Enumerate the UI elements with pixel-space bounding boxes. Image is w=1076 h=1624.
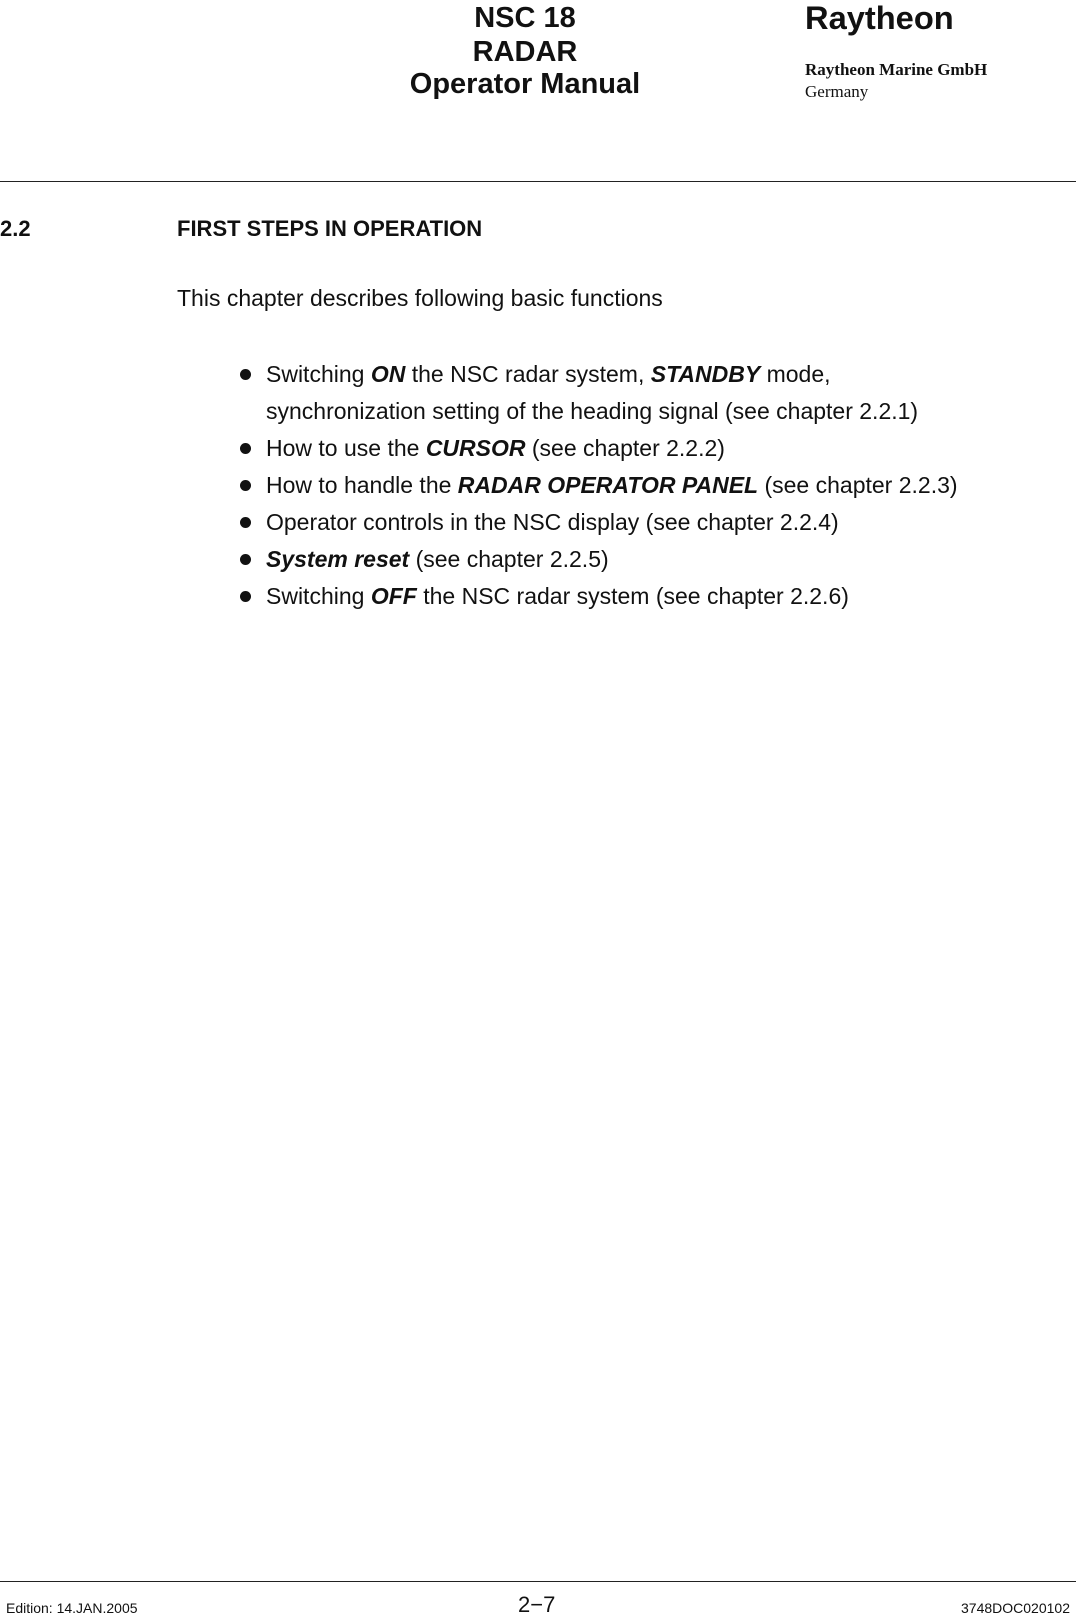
- list-item: [240, 541, 1060, 578]
- keyword-system-reset: System reset: [266, 546, 410, 572]
- manual-title: Operator Manual: [409, 68, 641, 100]
- keyword-cursor: CURSOR: [425, 435, 526, 461]
- bullet-icon: [240, 591, 251, 602]
- bullet-icon: [240, 443, 251, 454]
- bullet-icon: [240, 554, 251, 565]
- item-text: (see chapter 2.2.2): [525, 435, 725, 461]
- item-text: Switching: [266, 361, 371, 387]
- item-text: the NSC radar system,: [405, 361, 651, 387]
- section-intro: This chapter describes following basic functions: [177, 285, 663, 311]
- item-text: How to use the: [266, 435, 426, 461]
- page-number: 2−7: [518, 1592, 556, 1617]
- item-text: (see chapter 2.2.3): [758, 472, 958, 498]
- bullet-icon: [240, 369, 251, 380]
- list-item: [240, 578, 1060, 615]
- list-item: [240, 504, 1060, 541]
- bullet-icon: [240, 517, 251, 528]
- keyword-off: OFF: [370, 583, 417, 609]
- section-title: FIRST STEPS IN OPERATION: [177, 216, 483, 241]
- list-item: [240, 467, 1060, 504]
- list-item: [240, 356, 1060, 430]
- item-text: (see chapter 2.2.5): [409, 546, 609, 572]
- bullet-icon: [240, 480, 251, 491]
- section-number: 2.2: [0, 216, 31, 241]
- function-list: [240, 356, 1060, 615]
- company-name: Raytheon Marine GmbH: [805, 60, 988, 79]
- product-name: NSC 18: [474, 2, 576, 34]
- list-item: [240, 430, 1060, 467]
- item-text: mode,: [760, 361, 831, 387]
- raytheon-logo: Raytheon: [805, 0, 954, 36]
- item-text: Operator controls in the NSC display (see chapter 2.2.4): [266, 509, 839, 535]
- keyword-radar-operator-panel: RADAR OPERATOR PANEL: [457, 472, 759, 498]
- footer-rule: [0, 1581, 1076, 1582]
- edition-date: Edition: 14.JAN.2005: [6, 1600, 138, 1616]
- header-rule: [0, 181, 1076, 182]
- item-text: the NSC radar system (see chapter 2.2.6): [416, 583, 849, 609]
- keyword-on: ON: [370, 361, 406, 387]
- product-type: RADAR: [472, 36, 578, 68]
- keyword-standby: STANDBY: [650, 361, 761, 387]
- company-country: Germany: [805, 82, 869, 101]
- item-text-continued: synchronization setting of the heading signal (see chapter 2.2.1): [266, 398, 919, 424]
- item-text: Switching: [266, 583, 371, 609]
- item-text: How to handle the: [266, 472, 458, 498]
- document-id: 3748DOC020102: [961, 1600, 1070, 1616]
